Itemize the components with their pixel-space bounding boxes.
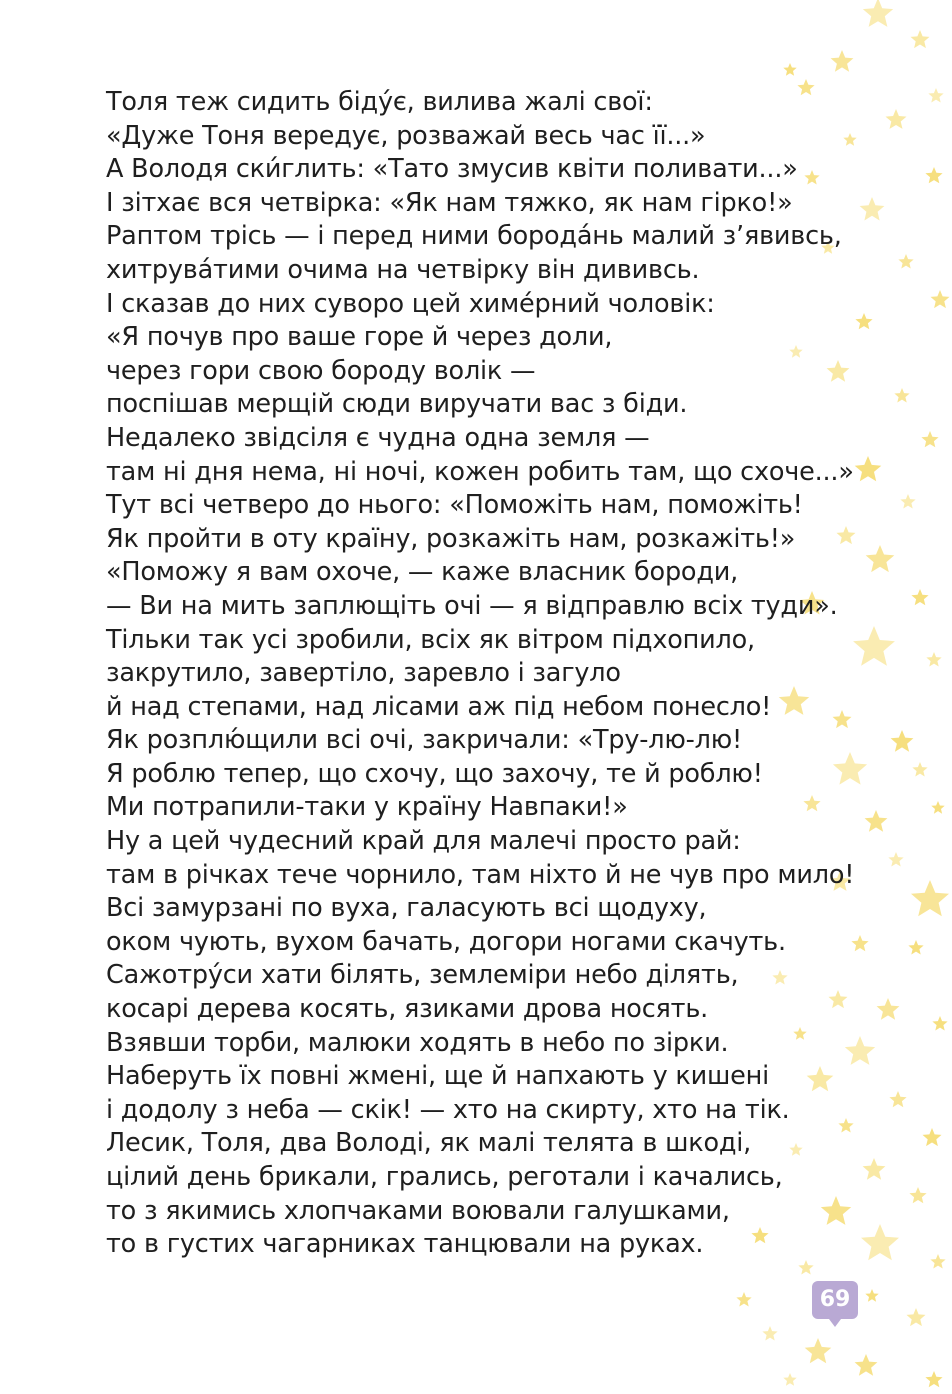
star-icon <box>907 1308 926 1326</box>
star-icon <box>762 1326 777 1341</box>
star-icon <box>886 109 907 129</box>
star-icon <box>921 431 938 447</box>
poem-line: цілий день брикали, грались, реготали і качались, <box>106 1162 783 1192</box>
star-icon <box>863 1158 886 1180</box>
star-icon <box>931 290 950 308</box>
star-icon <box>925 1371 942 1387</box>
star-icon <box>866 545 895 572</box>
star-icon <box>805 1338 832 1363</box>
star-icon <box>894 388 909 403</box>
poem-line: там в річках тече чорнило, там ніхто й не чув про мило! <box>106 859 855 890</box>
poem-line: Як розплю́щили всі очі, закричали: «Тру-лю-лю! <box>106 725 742 756</box>
poem-line: через гори свою бороду волік — <box>106 355 536 386</box>
star-icon <box>912 762 927 777</box>
star-icon <box>798 1260 813 1275</box>
star-icon <box>855 1354 878 1376</box>
poem-line: й над степами, над лісами аж під небом понесло! <box>106 691 772 722</box>
star-icon <box>891 730 914 752</box>
star-icon <box>861 1224 899 1260</box>
poem-line: Як пройти в оту країну, розкажіть нам, розкажіть!» <box>106 523 796 554</box>
poem-line: І зітхає вся четвірка: «Як нам тяжко, як нам гірко!» <box>106 187 793 218</box>
poem-line: І сказав до них суворо цей химе́рний чоловік: <box>106 288 715 319</box>
star-icon <box>865 810 888 832</box>
star-icon <box>930 1254 945 1269</box>
poem-line: і додолу з неба — скік! — хто на скирту, хто на тік. <box>106 1094 790 1125</box>
poem-line: Взявши торби, малюки ходять в небо по зірки. <box>106 1027 729 1058</box>
poem-line: Тут всі четверо до нього: «Поможіть нам, поможіть! <box>106 490 803 521</box>
poem-line: Недалеко звідсіля є чудна одна земля — <box>106 422 650 453</box>
star-icon <box>932 1016 947 1031</box>
star-icon <box>865 1289 878 1302</box>
star-icon <box>831 50 854 72</box>
star-icon <box>888 852 903 867</box>
poem-line: закрутило, завертіло, заревло і загуло <box>106 658 621 689</box>
poem-line: — Ви на мить заплющіть очі — я відправлю всіх туди». <box>106 590 838 621</box>
star-icon <box>928 88 943 103</box>
star-icon <box>855 313 872 329</box>
star-icon <box>863 0 893 27</box>
star-icon <box>889 1091 906 1107</box>
poem-line: Я роблю тепер, що схочу, що захочу, те й роблю! <box>106 758 763 789</box>
poem-line: Толя теж сидить біду́є, вилива жалі свої: <box>106 87 653 117</box>
star-icon <box>911 30 930 48</box>
star-icon <box>911 589 928 605</box>
poem-line: Ну а цей чудесний край для малечі просто рай: <box>106 826 741 857</box>
star-icon <box>909 1187 926 1203</box>
poem-line: «Я почув про ваше горе й через доли, <box>106 322 613 353</box>
poem-line: Лесик, Толя, два Володі, як малі телята в шкоді, <box>106 1128 752 1159</box>
poem-line: косарі дерева косять, язиками дрова носять. <box>106 994 709 1025</box>
poem-line: Наберуть їх повні жмені, ще й напхають у кишені <box>106 1061 769 1092</box>
star-icon <box>898 254 913 269</box>
star-icon <box>853 626 895 666</box>
poem-text <box>106 86 854 1262</box>
star-icon <box>931 801 944 814</box>
star-icon <box>877 998 900 1020</box>
poem-line: поспішав мерщій сюди виручати вас з біди. <box>106 389 688 420</box>
star-icon <box>911 880 949 916</box>
star-icon <box>860 197 885 221</box>
poem-line: Тільки так усі зробили, всіх як вітром підхопило, <box>106 624 755 655</box>
star-icon <box>900 494 915 509</box>
star-icon <box>923 1128 942 1146</box>
star-icon <box>926 652 941 667</box>
star-icon <box>908 940 923 955</box>
star-icon <box>783 63 796 76</box>
poem-line: А Володя ски́глить: «Тато змусив квіти поливати...» <box>106 154 798 185</box>
poem-line: там ні дня нема, ні ночі, кожен робить там, що схоче...» <box>106 456 854 487</box>
poem-line: хитрува́тими очима на четвірку він дививсь. <box>106 254 700 285</box>
star-icon <box>783 1373 796 1386</box>
poem-line: то в густих чагарниках танцювали на руках. <box>106 1229 704 1260</box>
star-icon <box>925 167 942 183</box>
poem-line: то з якимись хлопчаками воювали галушками, <box>106 1195 730 1226</box>
page-number-badge: 69 <box>812 1281 858 1319</box>
poem-line: Раптом трісь — і перед ними борода́нь малий з’явивсь, <box>106 221 842 252</box>
poem-line: «Поможу я вам охоче, — каже власник бороди, <box>106 557 739 588</box>
star-icon <box>736 1292 751 1307</box>
poem-line: «Дуже Тоня вередує, розважай весь час її...» <box>106 120 706 151</box>
poem-line: Ми потрапили-таки у країну Навпаки!» <box>106 792 628 823</box>
poem-line: оком чують, вухом бачать, догори ногами скачуть. <box>106 926 786 957</box>
poem-line: Сажотру́си хати білять, землеміри небо ділять, <box>106 960 739 991</box>
poem-line: Всі замурзані по вуха, галасують всі щодуху, <box>106 893 707 924</box>
star-icon <box>855 456 882 481</box>
